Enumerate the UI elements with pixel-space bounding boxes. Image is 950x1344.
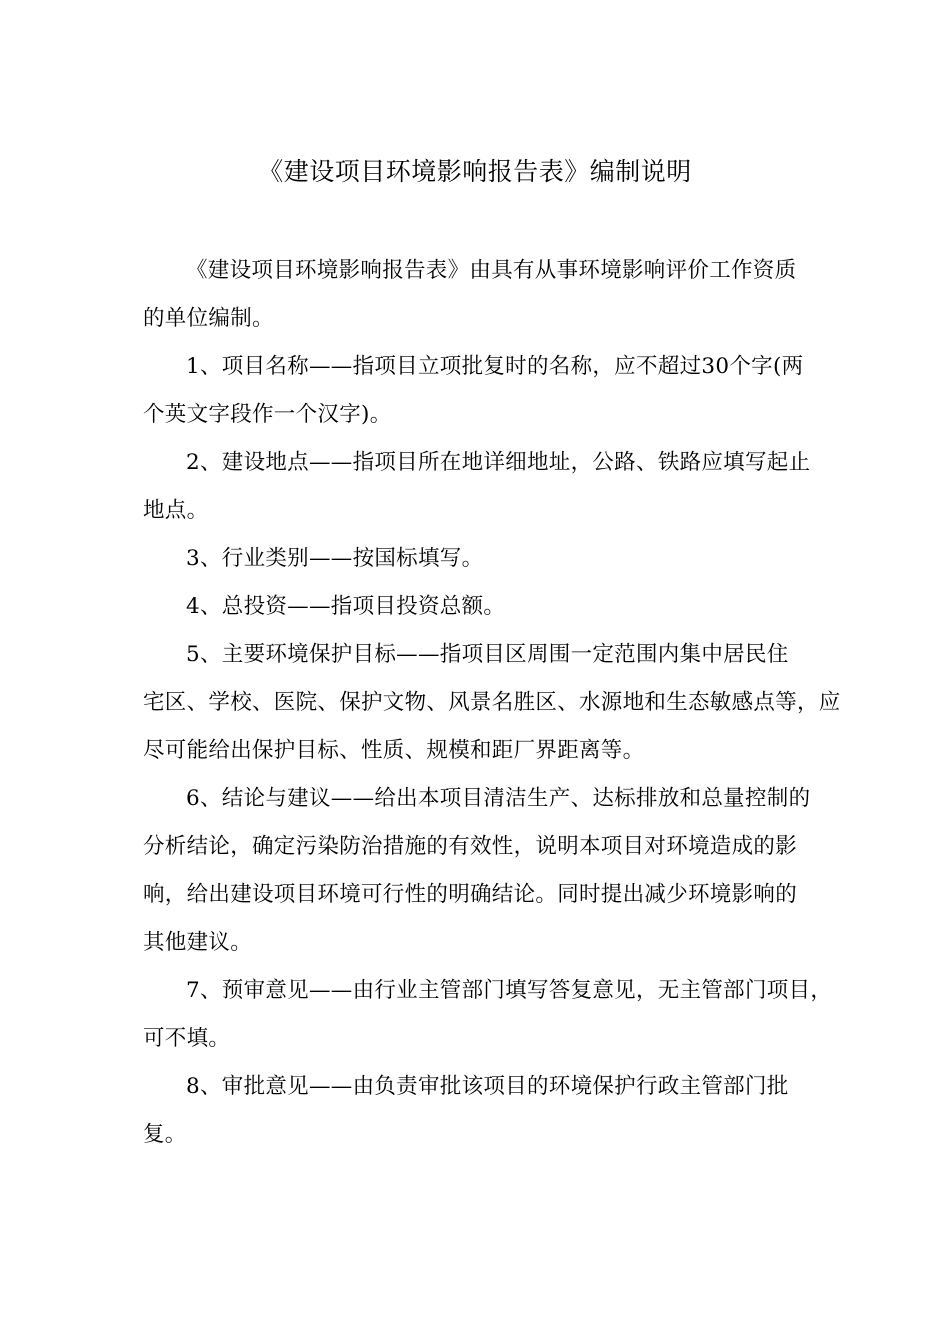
paragraph-line: 《建设项目环境影响报告表》由具有从事环境影响评价工作资质 bbox=[186, 258, 797, 283]
paragraph-line: 7、预审意见——由行业主管部门填写答复意见，无主管部门项目， bbox=[186, 978, 833, 1003]
paragraph-item-7 bbox=[143, 967, 833, 1063]
paragraph-line: 4、总投资——指项目投资总额。 bbox=[186, 594, 506, 619]
paragraph-line: 尽可能给出保护目标、性质、规模和距厂界距离等。 bbox=[143, 738, 645, 763]
paragraph-line: 个英文字段作一个汉字)。 bbox=[143, 402, 392, 427]
paragraph-item-6 bbox=[143, 775, 815, 967]
paragraph-line: 1、项目名称——指项目立项批复时的名称，应不超过30个字(两 bbox=[186, 354, 804, 379]
paragraph-line: 宅区、学校、医院、保护文物、风景名胜区、水源地和生态敏感点等，应 bbox=[143, 690, 841, 715]
paragraph-line: 可不填。 bbox=[143, 1026, 231, 1051]
paragraph-line: 复。 bbox=[143, 1122, 187, 1147]
paragraph-item-3 bbox=[143, 535, 815, 583]
paragraph-line: 3、行业类别——按国标填写。 bbox=[186, 546, 484, 571]
paragraph-intro bbox=[143, 247, 815, 343]
paragraph-line: 6、结论与建议——给出本项目清洁生产、达标排放和总量控制的 bbox=[186, 786, 811, 811]
paragraph-item-5 bbox=[143, 631, 841, 775]
paragraph-line: 其他建议。 bbox=[143, 930, 253, 955]
paragraph-item-4 bbox=[143, 583, 815, 631]
paragraph-item-1 bbox=[143, 343, 815, 439]
paragraph-line: 的单位编制。 bbox=[143, 306, 274, 331]
paragraph-line: 5、主要环境保护目标——指项目区周围一定范围内集中居民住 bbox=[186, 642, 789, 667]
page-title: 《建设项目环境影响报告表》编制说明 bbox=[258, 157, 692, 186]
paragraph-line: 8、审批意见——由负责审批该项目的环境保护行政主管部门批 bbox=[186, 1074, 789, 1099]
document-body bbox=[143, 247, 841, 1159]
paragraph-line: 地点。 bbox=[143, 498, 209, 523]
paragraph-line: 分析结论，确定污染防治措施的有效性，说明本项目对环境造成的影 bbox=[143, 834, 798, 859]
paragraph-line: 2、建设地点——指项目所在地详细地址，公路、铁路应填写起止 bbox=[186, 450, 811, 475]
paragraph-line: 响，给出建设项目环境可行性的明确结论。同时提出减少环境影响的 bbox=[143, 882, 798, 907]
paragraph-item-8 bbox=[143, 1063, 815, 1159]
paragraph-item-2 bbox=[143, 439, 815, 535]
